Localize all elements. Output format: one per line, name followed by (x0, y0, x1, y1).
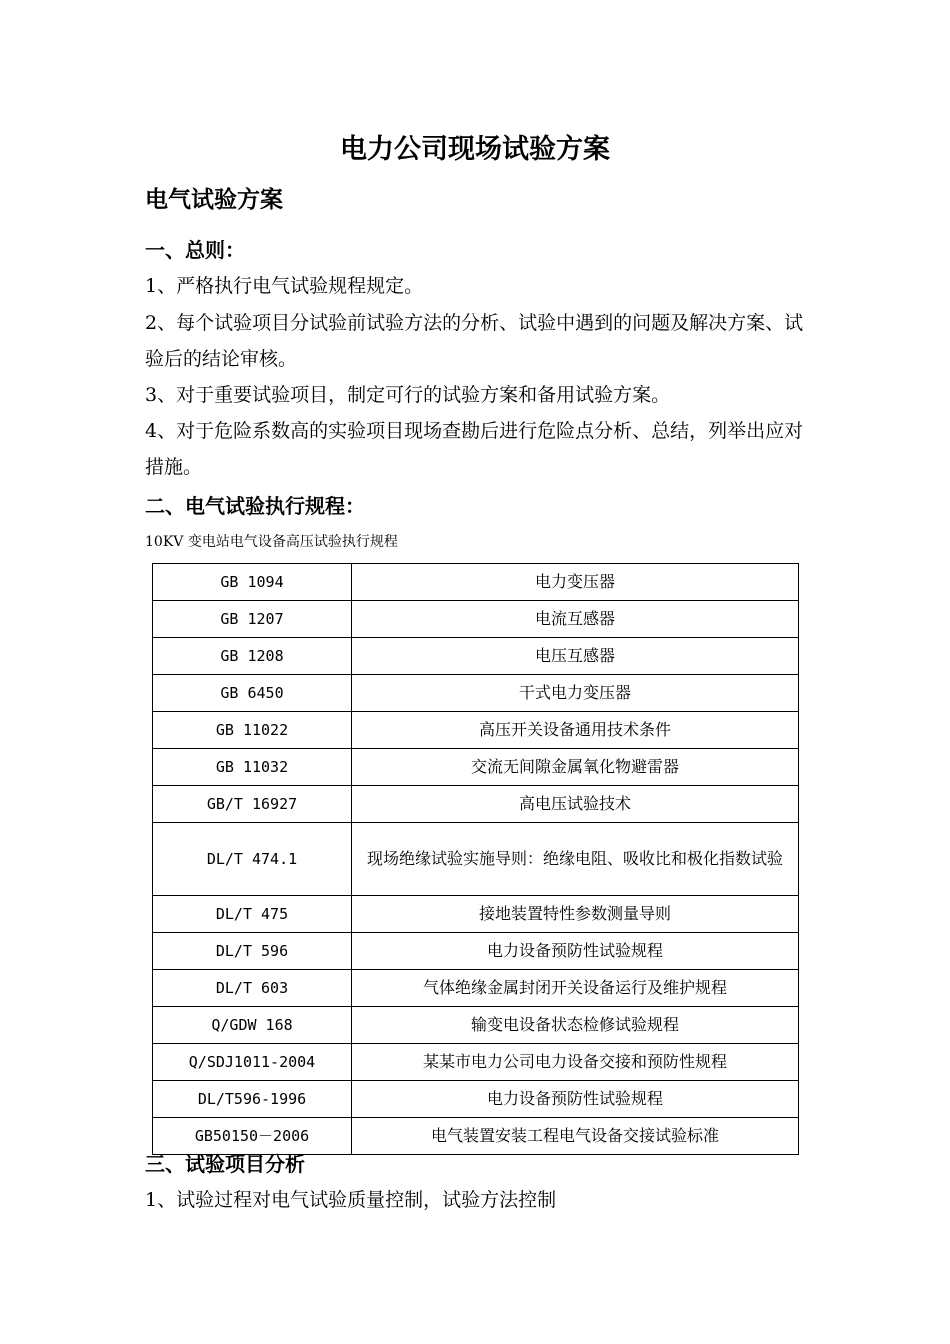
standard-code: GB 6450 (153, 675, 352, 712)
standard-code: DL/T 475 (153, 896, 352, 933)
general-item-2: 2、每个试验项目分试验前试验方法的分析、试验中遇到的问题及解决方案、试验后的结论审核。 (145, 312, 804, 370)
table-row (153, 638, 799, 675)
table-row (153, 564, 799, 601)
section-heading-analysis: 三、试验项目分析 (145, 1152, 305, 1176)
standard-code: GB 11022 (153, 712, 352, 749)
table-row (153, 749, 799, 786)
standard-name: 高压开关设备通用技术条件 (352, 712, 799, 749)
standard-code: DL/T 603 (153, 970, 352, 1007)
standard-code: GB/T 16927 (153, 786, 352, 823)
table-row (153, 896, 799, 933)
standard-name: 交流无间隙金属氧化物避雷器 (352, 749, 799, 786)
table-row (153, 970, 799, 1007)
analysis-item-1: 1、试验过程对电气试验质量控制，试验方法控制 (145, 1189, 557, 1211)
standard-name: 干式电力变压器 (352, 675, 799, 712)
standard-name: 电力设备预防性试验规程 (352, 933, 799, 970)
table-row (153, 1081, 799, 1118)
table-row (153, 823, 799, 896)
standard-name: 电气装置安装工程电气设备交接试验标准 (352, 1118, 799, 1155)
table-row (153, 675, 799, 712)
standard-name: 某某市电力公司电力设备交接和预防性规程 (352, 1044, 799, 1081)
standard-code: Q/SDJ1011-2004 (153, 1044, 352, 1081)
standard-code: GB 1207 (153, 601, 352, 638)
standard-code: GB 1094 (153, 564, 352, 601)
document-title: 电力公司现场试验方案 (340, 134, 610, 165)
standard-code: DL/T 596 (153, 933, 352, 970)
standard-name: 电力变压器 (352, 564, 799, 601)
table-row (153, 601, 799, 638)
standard-code: GB 1208 (153, 638, 352, 675)
standard-name: 输变电设备状态检修试验规程 (352, 1007, 799, 1044)
section-heading-general: 一、总则： (145, 238, 245, 262)
standard-code: GB50150－2006 (153, 1118, 352, 1155)
general-item-1: 1、严格执行电气试验规程规定。 (145, 275, 424, 297)
section-heading-regulations: 二、电气试验执行规程： (145, 494, 365, 518)
standard-name: 高电压试验技术 (352, 786, 799, 823)
standard-name: 接地装置特性参数测量导则 (352, 896, 799, 933)
table-row (153, 712, 799, 749)
table-row (153, 786, 799, 823)
standard-name: 电流互感器 (352, 601, 799, 638)
table-row (153, 1044, 799, 1081)
table-caption: 10KV 变电站电气设备高压试验执行规程 (145, 534, 398, 550)
standard-name: 电力设备预防性试验规程 (352, 1081, 799, 1118)
standard-name: 气体绝缘金属封闭开关设备运行及维护规程 (352, 970, 799, 1007)
table-row (153, 1007, 799, 1044)
standard-code: DL/T596-1996 (153, 1081, 352, 1118)
standard-code: DL/T 474.1 (153, 823, 352, 896)
standard-code: Q/GDW 168 (153, 1007, 352, 1044)
general-item-4: 4、对于危险系数高的实验项目现场查勘后进行危险点分析、总结，列举出应对措施。 (145, 420, 804, 478)
standard-name: 电压互感器 (352, 638, 799, 675)
general-item-3: 3、对于重要试验项目，制定可行的试验方案和备用试验方案。 (145, 384, 671, 406)
document-subtitle: 电气试验方案 (145, 187, 283, 213)
table-row (153, 933, 799, 970)
regulations-table (152, 563, 799, 1155)
standard-code: GB 11032 (153, 749, 352, 786)
standard-name: 现场绝缘试验实施导则：绝缘电阻、吸收比和极化指数试验 (352, 823, 799, 896)
